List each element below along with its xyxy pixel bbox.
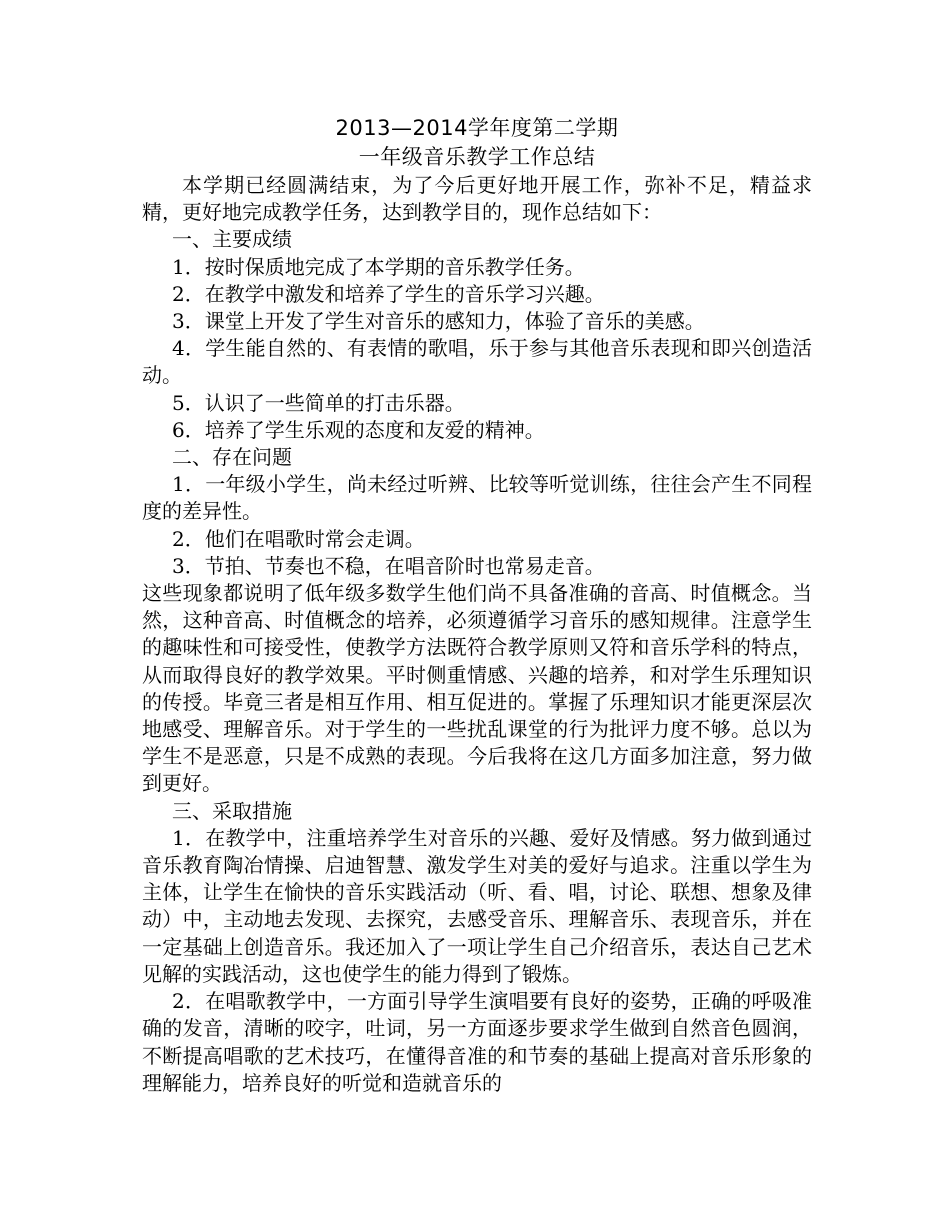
section-heading-achievements: 一、主要成绩 xyxy=(172,227,292,252)
achievement-item-1: 1．按时保质地完成了本学期的音乐教学任务。 xyxy=(172,254,585,279)
measure-item-1: 1．在教学中，注重培养学生对音乐的兴趣、爱好及情感。努力做到通过音乐教育陶冶情操、启迪智慧、激发学生对美的爱好与追求。注重以学生为主体，让学生在愉快的音乐实践活动（听、看、唱，讨论、联想、想象及律动）中，主动地去发现、去探究，去感受音乐、理解音乐、表现音乐，并在一定基础上创造音乐。我还加入了一项让学生自己介绍音乐，表达自己艺术见解的实践活动，这也使学生的能力得到了锻炼。 xyxy=(142,825,812,986)
intro-paragraph: 本学期已经圆满结束，为了今后更好地开展工作，弥补不足，精益求精，更好地完成教学任务，达到教学目的，现作总结如下： xyxy=(142,173,812,225)
section-heading-problems: 二、存在问题 xyxy=(172,445,292,470)
document-title-line-2: 一年级音乐教学工作总结 xyxy=(358,145,596,169)
problem-item-3: 3．节拍、节奏也不稳，在唱音阶时也常易走音。 xyxy=(172,553,605,578)
section-heading-measures: 三、采取措施 xyxy=(172,798,292,823)
achievement-item-6: 6．培养了学生乐观的态度和友爱的精神。 xyxy=(172,417,545,442)
problems-discussion-paragraph: 这些现象都说明了低年级多数学生他们尚不具备准确的音高、时值概念。当然，这种音高、时值概念的培养，必须遵循学习音乐的感知规律。注意学生的趣味性和可接受性，使教学方法既符合教学原则又符和音乐学科的特点，从而取得良好的教学效果。平时侧重情感、兴趣的培养，和对学生乐理知识的传授。毕竟三者是相互作用、相互促进的。掌握了乐理知识才能更深层次地感受、理解音乐。对于学生的一些扰乱课堂的行为批评力度不够。总以为学生不是恶意，只是不成熟的表现。今后我将在这几方面多加注意，努力做到更好。 xyxy=(142,581,812,796)
document-page xyxy=(142,114,812,1097)
achievement-item-4: 4．学生能自然的、有表情的歌唱，乐于参与其他音乐表现和即兴创造活动。 xyxy=(142,336,812,388)
achievement-item-2: 2．在教学中激发和培养了学生的音乐学习兴趣。 xyxy=(172,281,605,306)
measure-item-2: 2．在唱歌教学中，一方面引导学生演唱要有良好的姿势，正确的呼吸准确的发音，清晰的咬字，吐词，另一方面逐步要求学生做到自然音色圆润，不断提高唱歌的艺术技巧，在懂得音准的和节奏的基础上提高对音乐形象的理解能力，培养良好的听觉和造就音乐的 xyxy=(142,989,812,1095)
achievement-item-3: 3．课堂上开发了学生对音乐的感知力，体验了音乐的美感。 xyxy=(172,309,705,334)
problem-item-1: 1．一年级小学生，尚未经过听辨、比较等听觉训练，往往会产生不同程度的差异性。 xyxy=(142,472,812,524)
problem-item-2: 2．他们在唱歌时常会走调。 xyxy=(172,526,425,551)
document-title-line-1: 2013—2014学年度第二学期 xyxy=(335,116,619,140)
achievement-item-5: 5．认识了一些简单的打击乐器。 xyxy=(172,390,465,415)
